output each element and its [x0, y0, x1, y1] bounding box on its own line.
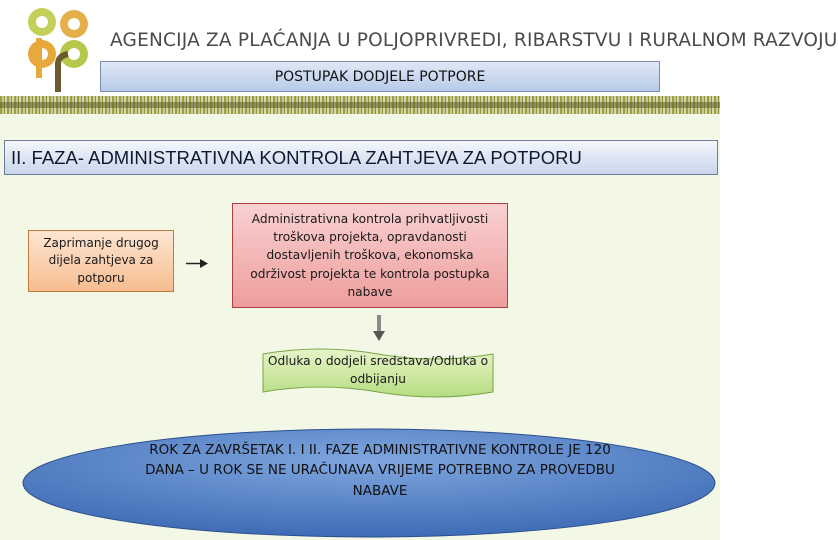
arrow-down-icon — [373, 315, 385, 341]
step-administrative-control: Administrativna kontrola prihvatljivosti troškova projekta, opravdanosti dostavljenih troškova, ekonomska održivost projekta te kontrola postupka nabave — [232, 203, 508, 308]
arrow-right-icon — [186, 259, 208, 268]
organization-title: AGENCIJA ZA PLAĆANJA U POLJOPRIVREDI, RIBARSTVU I RURALNOM RAZVOJU — [110, 30, 838, 51]
decorative-stripe — [0, 96, 720, 114]
process-title: POSTUPAK DODJELE POTPORE — [100, 61, 660, 92]
agency-logo-icon — [22, 2, 98, 94]
step-receive-application: Zaprimanje drugog dijela zahtjeva za potporu — [28, 230, 174, 292]
deadline-note: ROK ZA ZAVRŠETAK I. I II. FAZE ADMINISTRATIVNE KONTROLE JE 120 DANA – U ROK SE NE URAČUNAVA VRIJEME POTREBNO ZA PROVEDBU NABAVE — [145, 442, 615, 499]
step-decision: Odluka o dodjeli sredstava/Odluka o odbijanju — [267, 354, 489, 387]
phase-title: II. FAZA- ADMINISTRATIVNA KONTROLA ZAHTJEVA ZA POTPORU — [4, 140, 718, 175]
